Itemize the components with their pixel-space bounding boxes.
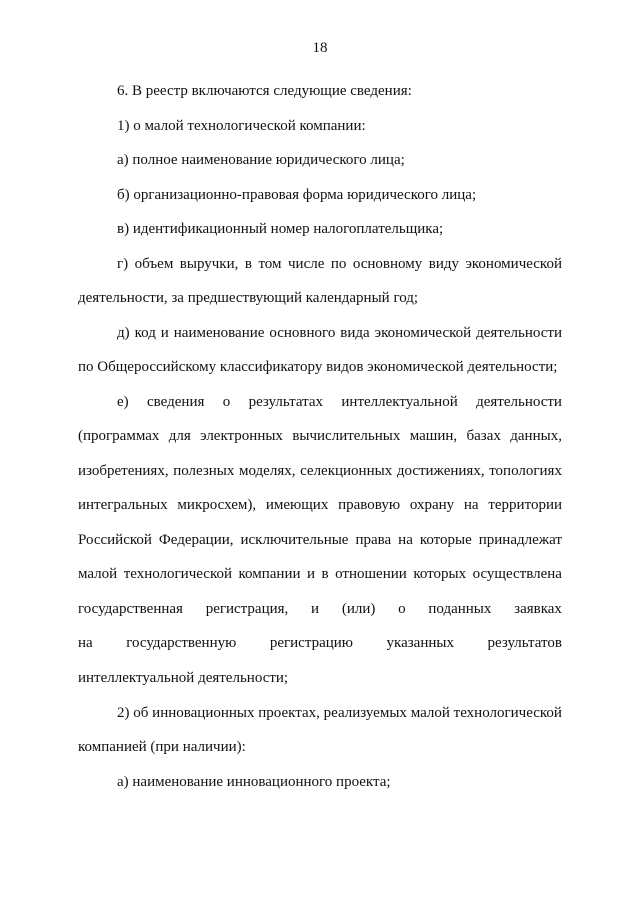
- word: (программах: [78, 428, 160, 444]
- paragraph-line: [117, 254, 562, 274]
- word: которых: [413, 566, 467, 582]
- word: о: [222, 394, 231, 410]
- word: которые: [419, 532, 472, 548]
- paragraph-line: [117, 323, 562, 343]
- word: Федерации,: [158, 532, 234, 548]
- paragraph-line: в) идентификационный номер налогоплательщика;: [117, 221, 444, 237]
- word: о: [398, 601, 406, 617]
- word: инновационных: [152, 705, 255, 721]
- word: том: [258, 256, 282, 272]
- paragraph-line: [78, 530, 562, 550]
- word: указанных: [386, 635, 454, 651]
- word: код: [134, 325, 156, 341]
- word: сведения: [147, 394, 205, 410]
- word: малой: [410, 705, 450, 721]
- paragraph-line: 1) о малой технологической компании:: [117, 118, 366, 134]
- word: вида: [340, 325, 370, 341]
- page-number: 18: [312, 40, 328, 56]
- paragraph-line: 6. В реестр включаются следующие сведения:: [117, 83, 412, 99]
- paragraph-line: [117, 703, 562, 723]
- word: данных,: [510, 428, 562, 444]
- word: принадлежат: [478, 532, 562, 548]
- word: вычислительных: [292, 428, 401, 444]
- word: экономической: [465, 256, 562, 272]
- word: об: [133, 705, 149, 721]
- paragraph-line: [78, 426, 562, 446]
- paragraph-line: а) полное наименование юридического лица;: [117, 152, 405, 168]
- word: на: [398, 532, 413, 548]
- word: полезных: [173, 463, 235, 479]
- word: результатов: [487, 635, 562, 651]
- paragraph-line: [78, 495, 562, 515]
- word: д): [117, 325, 130, 341]
- word: права: [355, 532, 392, 548]
- paragraph-line: по Общероссийскому классификатору видов экономической деятельности;: [78, 359, 558, 375]
- word: отношении: [335, 566, 407, 582]
- word: в: [321, 566, 329, 582]
- word: топологиях: [489, 463, 562, 479]
- word: технологической: [453, 705, 562, 721]
- word: экономической: [374, 325, 472, 341]
- paragraph-line: [78, 599, 562, 619]
- word: базах: [466, 428, 501, 444]
- word: и: [311, 601, 320, 617]
- word: микросхем),: [177, 497, 257, 513]
- word: г): [117, 256, 129, 272]
- paragraph-line: б) организационно-правовая форма юридического лица;: [117, 187, 477, 203]
- word: правовую: [338, 497, 401, 513]
- paragraph-line: компанией (при наличии):: [78, 739, 246, 755]
- word: (или): [341, 601, 376, 617]
- paragraph-line: [78, 461, 562, 481]
- word: деятельности: [476, 394, 562, 410]
- word: моделях,: [238, 463, 296, 479]
- paragraph-line: а) наименование инновационного проекта;: [117, 774, 391, 790]
- word: и: [307, 566, 316, 582]
- word: числе: [288, 256, 325, 272]
- word: объем: [134, 256, 174, 272]
- word: проектах,: [258, 705, 320, 721]
- word: изобретениях,: [78, 463, 169, 479]
- word: интегральных: [78, 497, 168, 513]
- word: в: [244, 256, 252, 272]
- word: электронных: [200, 428, 283, 444]
- word: наименование: [173, 325, 265, 341]
- paragraph-line: деятельности, за предшествующий календарный год;: [78, 290, 419, 306]
- word: поданных: [428, 601, 492, 617]
- word: малой: [78, 566, 118, 582]
- word: деятельности: [476, 325, 562, 341]
- word: заявках: [514, 601, 562, 617]
- word: реализуемых: [323, 705, 407, 721]
- word: компании: [238, 566, 301, 582]
- word: селекционных: [300, 463, 393, 479]
- word: имеющих: [265, 497, 329, 513]
- word: осуществлена: [472, 566, 562, 582]
- word: 2): [117, 705, 130, 721]
- paragraph-line: [78, 564, 562, 584]
- word: на: [78, 635, 93, 651]
- word: основного: [269, 325, 336, 341]
- word: на: [463, 497, 479, 513]
- paragraph-line: [117, 392, 562, 412]
- word: территории: [488, 497, 562, 513]
- word: е): [117, 394, 129, 410]
- word: регистрацию: [269, 635, 353, 651]
- word: для: [168, 428, 191, 444]
- word: государственная: [78, 601, 183, 617]
- word: основному: [352, 256, 423, 272]
- word: исключительные: [240, 532, 349, 548]
- word: Российской: [78, 532, 152, 548]
- word: по: [330, 256, 347, 272]
- word: охрану: [409, 497, 455, 513]
- word: машин,: [409, 428, 458, 444]
- word: интеллектуальной: [341, 394, 458, 410]
- word: достижениях,: [396, 463, 485, 479]
- word: и: [160, 325, 169, 341]
- word: результатах: [248, 394, 324, 410]
- word: регистрация,: [205, 601, 289, 617]
- word: технологической: [123, 566, 232, 582]
- word: государственную: [126, 635, 237, 651]
- paragraph-line: интеллектуальной деятельности;: [78, 670, 289, 686]
- word: выручки,: [179, 256, 239, 272]
- paragraph-line: [78, 633, 562, 653]
- word: виду: [428, 256, 459, 272]
